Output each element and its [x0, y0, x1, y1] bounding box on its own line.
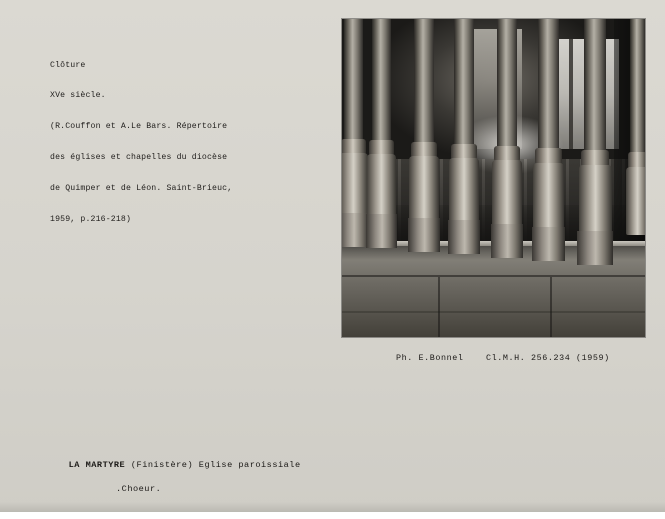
baluster-foot: [449, 158, 479, 222]
baluster-plinth: [577, 231, 612, 265]
title-detail: .Choeur.: [116, 484, 162, 494]
title-department: (Finistère): [130, 460, 194, 470]
baluster-plinth: [491, 224, 523, 258]
baluster: [454, 19, 474, 269]
baluster: [538, 19, 559, 269]
photo-credit: Ph. E.Bonnel Cl.M.H. 256.234 (1959): [396, 353, 610, 363]
baluster-plinth: [408, 218, 440, 252]
reference-line-1: Clôture: [50, 60, 86, 70]
baluster-shaft: [372, 19, 391, 145]
baluster-shaft: [454, 19, 474, 149]
record-title-block: [46, 447, 301, 519]
reference-line-6: 1959, p.216-218): [50, 215, 132, 225]
baluster-foot: [409, 156, 439, 220]
baluster-shaft: [538, 19, 559, 153]
baluster-plinth: [448, 220, 480, 254]
baluster-shaft: [630, 19, 645, 157]
reference-line-5: de Quimper et de Léon. Saint-Brieuc,: [50, 184, 233, 194]
baluster-foot: [626, 167, 645, 235]
baluster-plinth: [342, 213, 369, 247]
baluster-foot: [492, 160, 522, 226]
window-mullion-icon: [569, 39, 573, 149]
baluster-shaft: [584, 19, 606, 155]
title-place: LA MARTYRE: [68, 460, 126, 470]
photograph: [342, 19, 645, 337]
title-building: Eglise paroissiale: [198, 460, 301, 470]
baluster-foot: [533, 163, 565, 229]
baluster-foot: [579, 165, 612, 233]
stone-joint: [342, 275, 645, 277]
baluster-foot: [342, 153, 368, 215]
reference-text-block: [50, 40, 300, 246]
baluster: [372, 19, 391, 269]
baluster-shaft: [344, 19, 363, 144]
reference-line-2: XVe siècle.: [50, 91, 106, 101]
baluster: [630, 19, 645, 269]
baluster-shaft: [497, 19, 517, 151]
stone-joint: [342, 311, 645, 313]
reference-line-3: (R.Couffon et A.Le Bars. Répertoire: [50, 122, 228, 132]
reference-line-4: des églises et chapelles du diocèse: [50, 153, 228, 163]
baluster-shaft: [414, 19, 434, 147]
baluster: [497, 19, 517, 269]
baluster: [414, 19, 434, 269]
baluster: [584, 19, 606, 269]
baluster-plinth: [366, 214, 396, 248]
baluster-plinth: [532, 227, 566, 261]
baluster: [344, 19, 363, 269]
baluster-foot: [367, 154, 396, 216]
stone-joint: [438, 277, 440, 337]
stone-joint: [550, 277, 552, 337]
